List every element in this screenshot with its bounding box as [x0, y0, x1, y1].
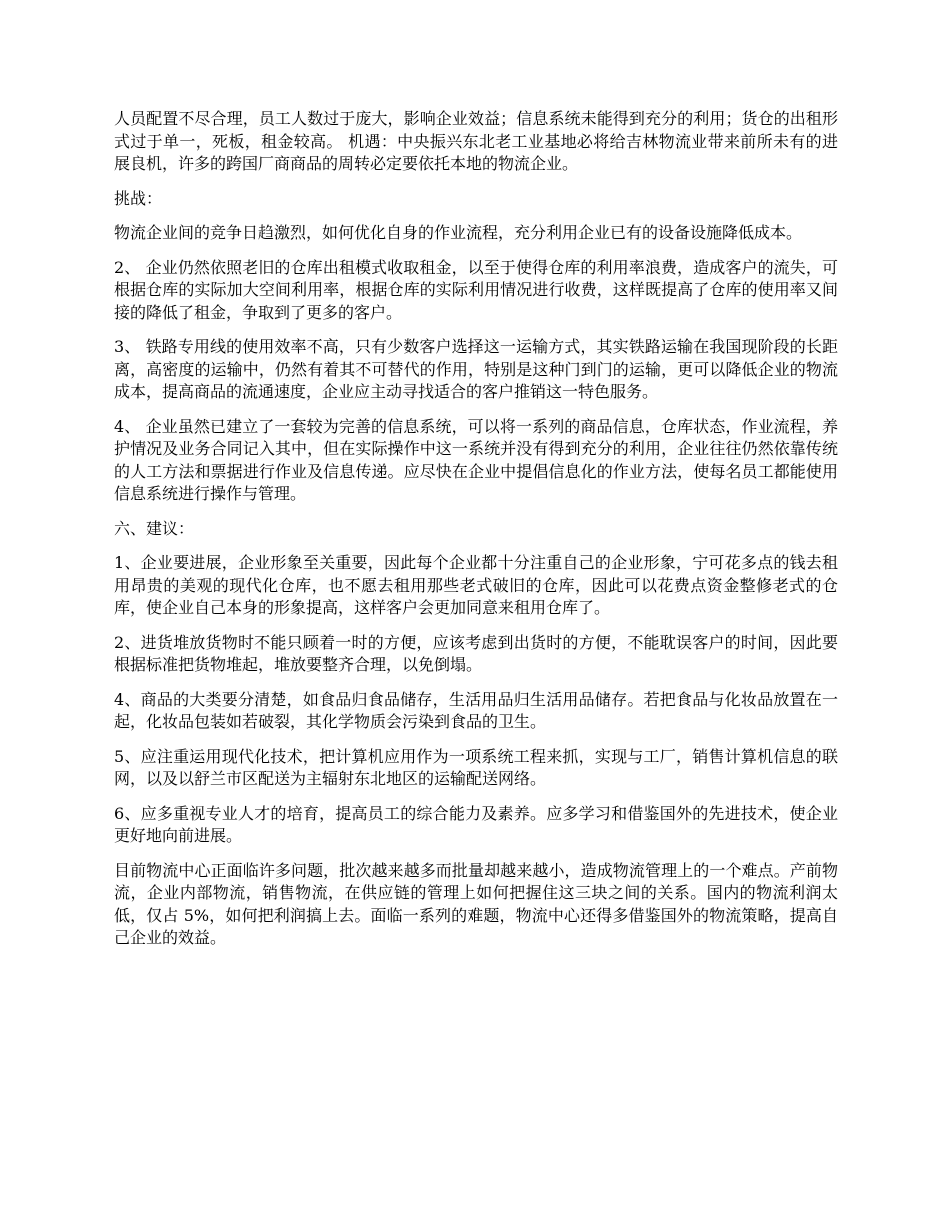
paragraph-challenge-3: 3、 铁路专用线的使用效率不高，只有少数客户选择这一运输方式，其实铁路运输在我国现阶段的长距离，高密度的运输中，仍然有着其不可替代的作用，特别是这种门到门的运输，更可以降低企业的物流成本，提高商品的流通速度，企业应主动寻找适合的客户推销这一特色服务。: [114, 337, 838, 401]
heading-challenges: 挑战：: [114, 188, 163, 208]
paragraph-suggestion-4: 4、商品的大类要分清楚，如食品归食品储存，生活用品归生活用品储存。若把食品与化妆品放置在一起，化妆品包装如若破裂，其化学物质会污染到食品的卫生。: [114, 689, 838, 731]
heading-suggestions: 六、建议：: [114, 518, 195, 538]
paragraph-intro: 人员配置不尽合理，员工人数过于庞大，影响企业效益；信息系统未能得到充分的利用；货仓的出租形式过于单一，死板，租金较高。 机遇：中央振兴东北老工业基地必将给吉林物流业带来前所未有的进展良机，许多的跨国厂商商品的周转必定要依托本地的物流企业。: [114, 109, 838, 173]
paragraph-suggestion-5: 5、应注重运用现代化技术，把计算机应用作为一项系统工程来抓，实现与工厂，销售计算机信息的联网，以及以舒兰市区配送为主辐射东北地区的运输配送网络。: [114, 746, 838, 788]
paragraph-suggestion-1: 1、企业要进展，企业形象至关重要，因此每个企业都十分注重自己的企业形象，宁可花多点的钱去租用昂贵的美观的现代化仓库，也不愿去租用那些老式破旧的仓库，因此可以花费点资金整修老式的仓库，使企业自己本身的形象提高，这样客户会更加同意来租用仓库了。: [114, 553, 838, 617]
paragraph-suggestion-6: 6、应多重视专业人才的培育，提高员工的综合能力及素养。应多学习和借鉴国外的先进技术，使企业更好地向前进展。: [114, 803, 838, 845]
paragraph-challenge-2: 2、 企业仍然依照老旧的仓库出租模式收取租金，以至于使得仓库的利用率浪费，造成客户的流失，可根据仓库的实际加大空间利用率，根据仓库的实际利用情况进行收费，这样既提高了仓库的使用率又间接的降低了租金，争取到了更多的客户。: [114, 257, 838, 322]
paragraph-conclusion: 目前物流中心正面临许多问题，批次越来越多而批量却越来越小，造成物流管理上的一个难点。产前物流，企业内部物流，销售物流，在供应链的管理上如何把握住这三块之间的关系。国内的物流利润太低，仅占 5%，如何把利润搞上去。面临一系列的难题，物流中心还得多借鉴国外的物流策略，提高自己企业的效益。: [114, 860, 838, 947]
paragraph-suggestion-2: 2、进货堆放货物时不能只顾着一时的方便，应该考虑到出货时的方便，不能耽误客户的时间，因此要根据标准把货物堆起，堆放要整齐合理，以免倒塌。: [114, 632, 838, 674]
paragraph-challenge-4: 4、 企业虽然已建立了一套较为完善的信息系统，可以将一系列的商品信息，仓库状态，作业流程，养护情况及业务合同记入其中，但在实际操作中这一系统并没有得到充分的利用，企业往往仍然依靠传统的人工方法和票据进行作业及信息传递。应尽快在企业中提倡信息化的作业方法，使每名员工都能使用信息系统进行操作与管理。: [114, 416, 838, 503]
paragraph-challenge-1: 物流企业间的竞争日趋激烈，如何优化自身的作业流程，充分利用企业已有的设备设施降低成本。: [114, 223, 803, 242]
